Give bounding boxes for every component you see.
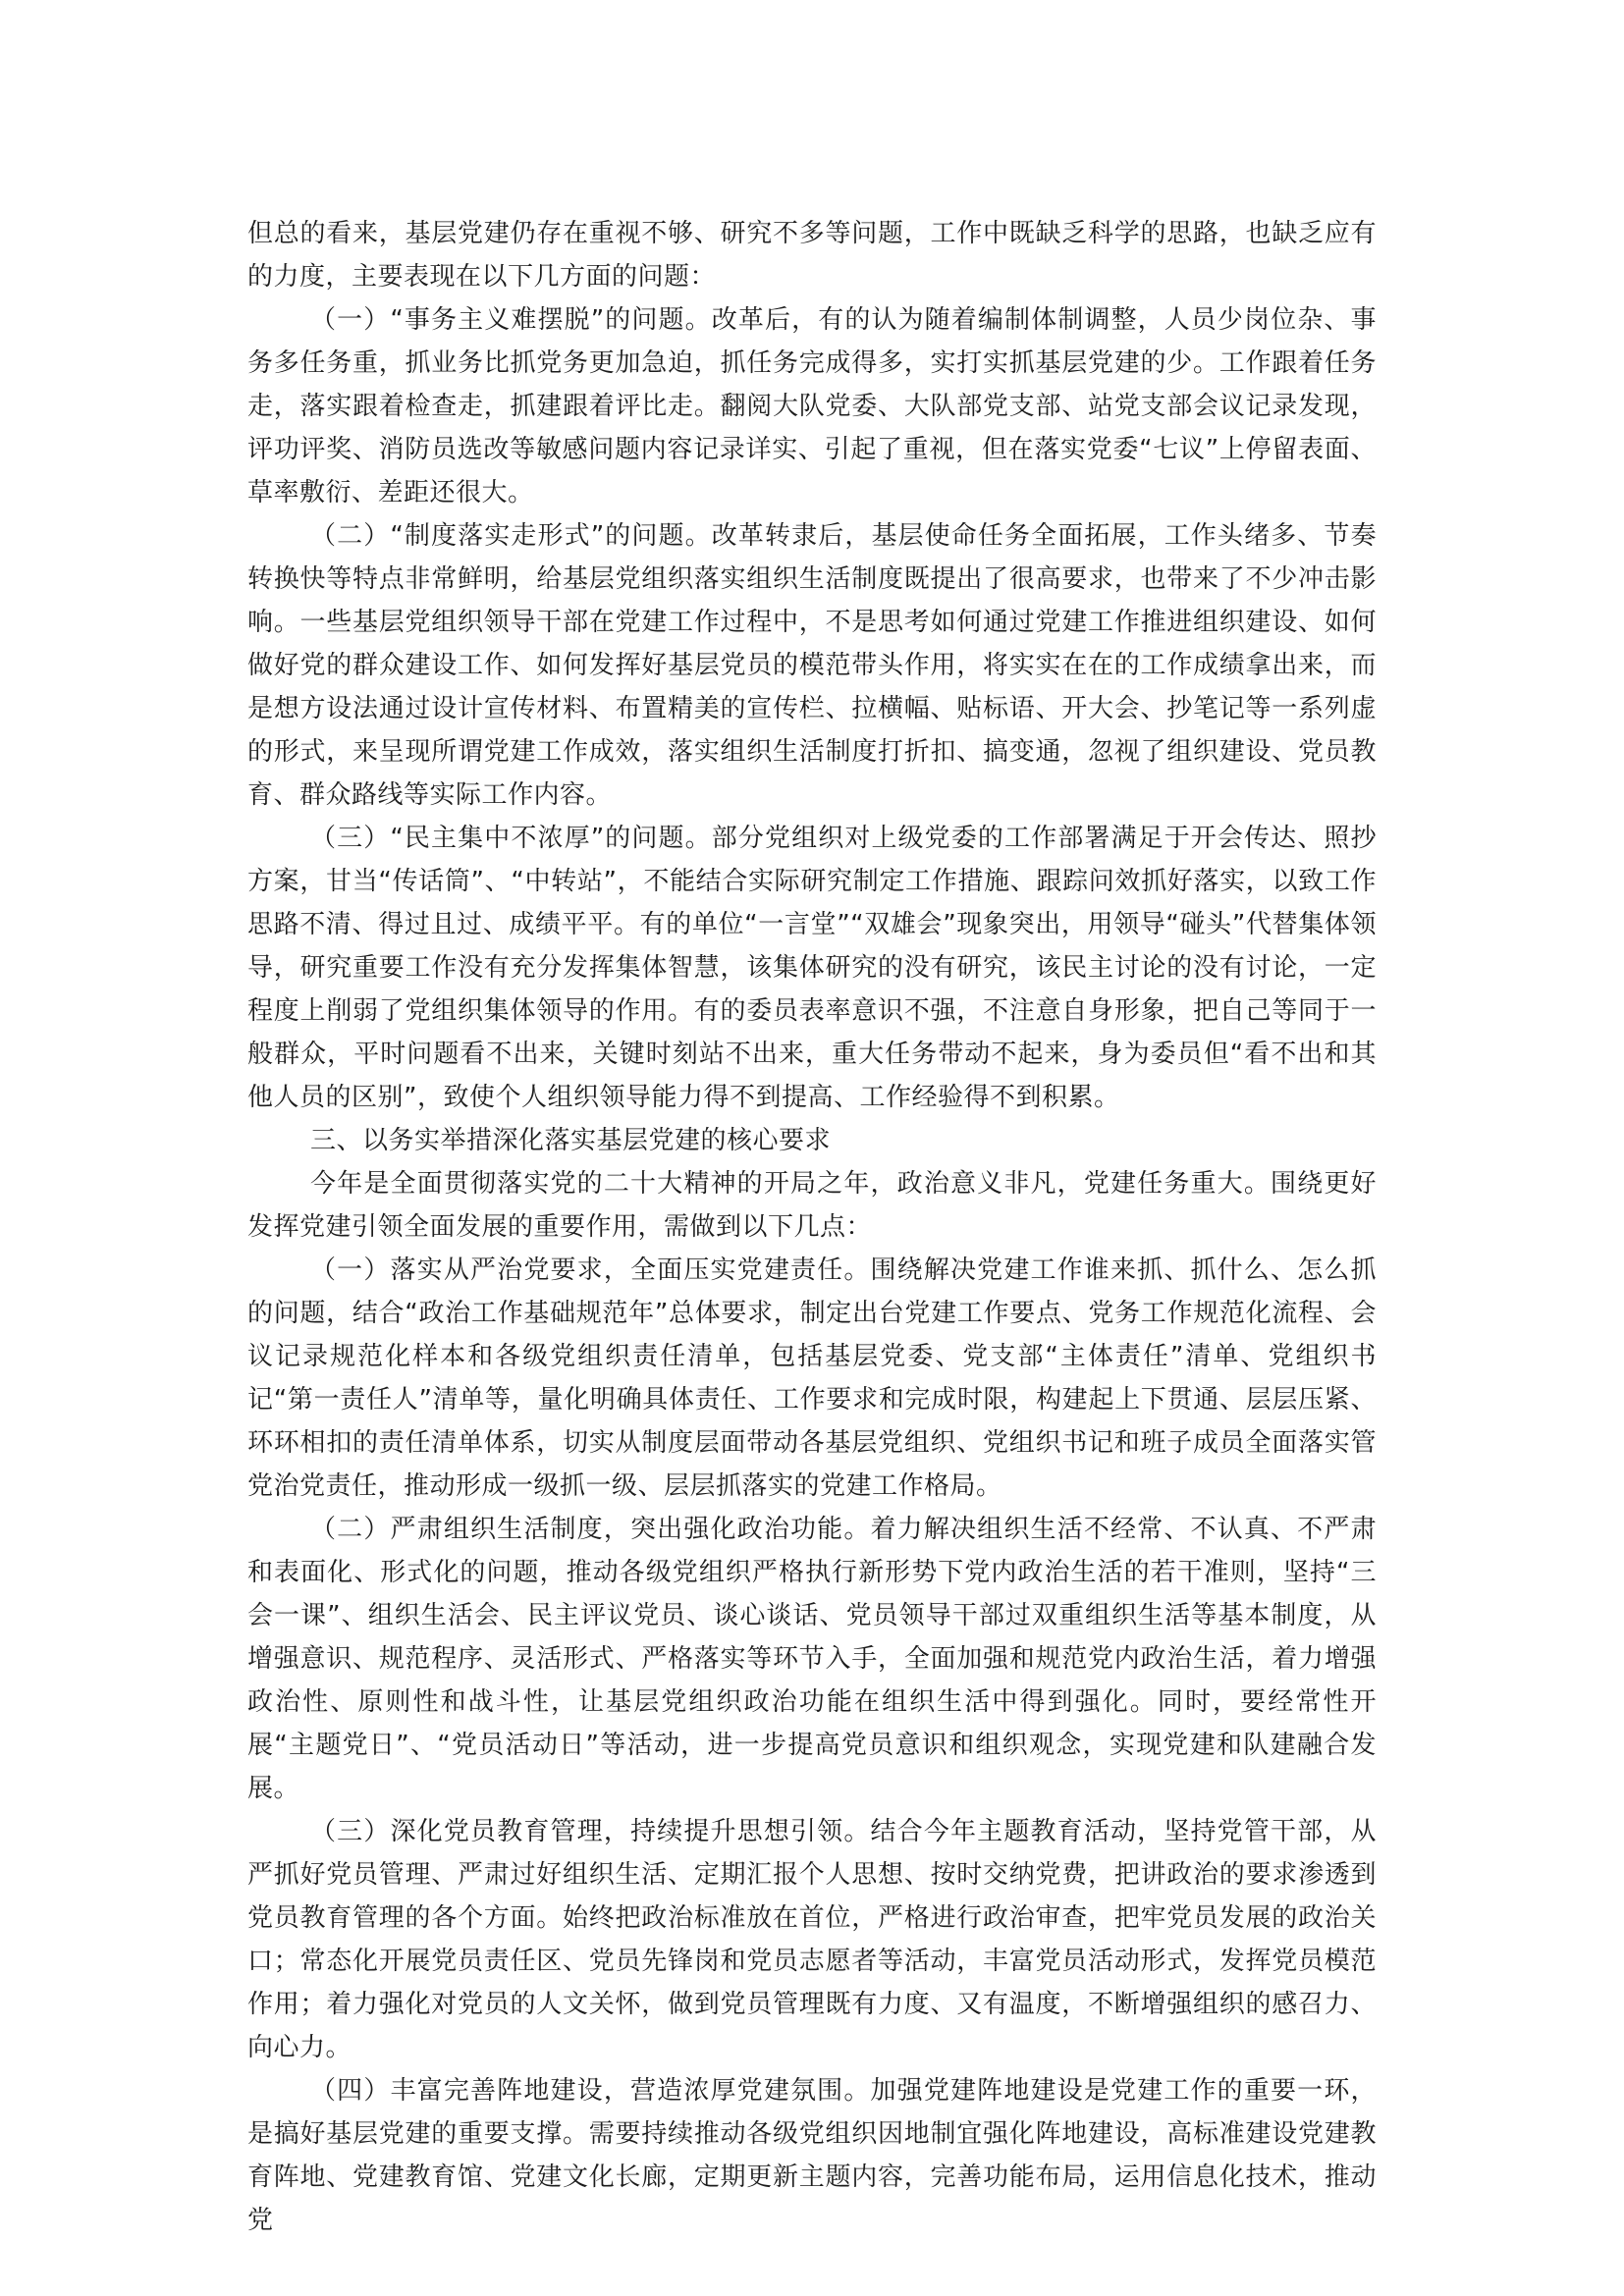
paragraph-intro: 但总的看来，基层党建仍存在重视不够、研究不多等问题，工作中既缺乏科学的思路，也缺乏应有的力度，主要表现在以下几方面的问题： xyxy=(247,219,1377,292)
paragraph-problem-1: （一）“事务主义难摆脱”的问题。改革后，有的认为随着编制体制调整，人员少岗位杂、事务多任务重，抓业务比抓党务更加急迫，抓任务完成得多，实打实抓基层党建的少。工作跟着任务走，落实跟着检查走，抓建跟着评比走。翻阅大队党委、大队部党支部、站党支部会议记录发现，评功评奖、消防员选改等敏感问题内容记录详实、引起了重视，但在落实党委“七议”上停留表面、草率敷衍、差距还很大。 xyxy=(247,305,1377,507)
paragraph-measure-1: （一）落实从严治党要求，全面压实党建责任。围绕解决党建工作谁来抓、抓什么、怎么抓的问题，结合“政治工作基础规范年”总体要求，制定出台党建工作要点、党务工作规范化流程、会议记录规范化样本和各级党组织责任清单，包括基层党委、党支部“主体责任”清单、党组织书记“第一责任人”清单等，量化明确具体责任、工作要求和完成时限，构建起上下贯通、层层压紧、环环相扣的责任清单体系，切实从制度层面带动各基层党组织、党组织书记和班子成员全面落实管党治党责任，推动形成一级抓一级、层层抓落实的党建工作格局。 xyxy=(247,1255,1377,1501)
paragraph-measure-2: （二）严肃组织生活制度，突出强化政治功能。着力解决组织生活不经常、不认真、不严肃和表面化、形式化的问题，推动各级党组织严格执行新形势下党内政治生活的若干准则，坚持“三会一课”、组织生活会、民主评议党员、谈心谈话、党员领导干部过双重组织生活等基本制度，从增强意识、规范程序、灵活形式、严格落实等环节入手，全面加强和规范党内政治生活，着力增强政治性、原则性和战斗性，让基层党组织政治功能在组织生活中得到强化。同时，要经常性开展“主题党日”、“党员活动日”等活动，进一步提高党员意识和组织观念，实现党建和队建融合发展。 xyxy=(247,1515,1377,1803)
document-body xyxy=(247,212,1377,2242)
paragraph-problem-2: （二）“制度落实走形式”的问题。改革转隶后，基层使命任务全面拓展，工作头绪多、节奏转换快等特点非常鲜明，给基层党组织落实组织生活制度既提出了很高要求，也带来了不少冲击影响。一些基层党组织领导干部在党建工作过程中，不是思考如何通过党建工作推进组织建设、如何做好党的群众建设工作、如何发挥好基层党员的模范带头作用，将实实在在的工作成绩拿出来，而是想方设法通过设计宣传材料、布置精美的宣传栏、拉横幅、贴标语、开大会、抄笔记等一系列虚的形式，来呈现所谓党建工作成效，落实组织生活制度打折扣、搞变通，忽视了组织建设、党员教育、群众路线等实际工作内容。 xyxy=(247,521,1377,810)
paragraph-measure-4: （四）丰富完善阵地建设，营造浓厚党建氛围。加强党建阵地建设是党建工作的重要一环，是搞好基层党建的重要支撑。需要持续推动各级党组织因地制宜强化阵地建设，高标准建设党建教育阵地、党建教育馆、党建文化长廊，定期更新主题内容，完善功能布局，运用信息化技术，推动党 xyxy=(247,2076,1377,2235)
paragraph-problem-3: （三）“民主集中不浓厚”的问题。部分党组织对上级党委的工作部署满足于开会传达、照抄方案，甘当“传话筒”、“中转站”，不能结合实际研究制定工作措施、跟踪问效抓好落实，以致工作思路不清、得过且过、成绩平平。有的单位“一言堂”“双雄会”现象突出，用领导“碰头”代替集体领导，研究重要工作没有充分发挥集体智慧，该集体研究的没有研究，该民主讨论的没有讨论，一定程度上削弱了党组织集体领导的作用。有的委员表率意识不强，不注意自身形象，把自己等同于一般群众，平时问题看不出来，关键时刻站不出来，重大任务带动不起来，身为委员但“看不出和其他人员的区别”，致使个人组织领导能力得不到提高、工作经验得不到积累。 xyxy=(247,824,1377,1112)
paragraph-section-3-intro: 今年是全面贯彻落实党的二十大精神的开局之年，政治意义非凡，党建任务重大。围绕更好发挥党建引领全面发展的重要作用，需做到以下几点： xyxy=(247,1169,1377,1242)
paragraph-measure-3: （三）深化党员教育管理，持续提升思想引领。结合今年主题教育活动，坚持党管干部，从严抓好党员管理、严肃过好组织生活、定期汇报个人思想、按时交纳党费，把讲政治的要求渗透到党员教育管理的各个方面。始终把政治标准放在首位，严格进行政治审查，把牢党员发展的政治关口；常态化开展党员责任区、党员先锋岗和党员志愿者等活动，丰富党员活动形式，发挥党员模范作用；着力强化对党员的人文关怀，做到党员管理既有力度、又有温度，不断增强组织的感召力、向心力。 xyxy=(247,1817,1377,2062)
section-heading-3: 三、以务实举措深化落实基层党建的核心要求 xyxy=(310,1126,832,1155)
